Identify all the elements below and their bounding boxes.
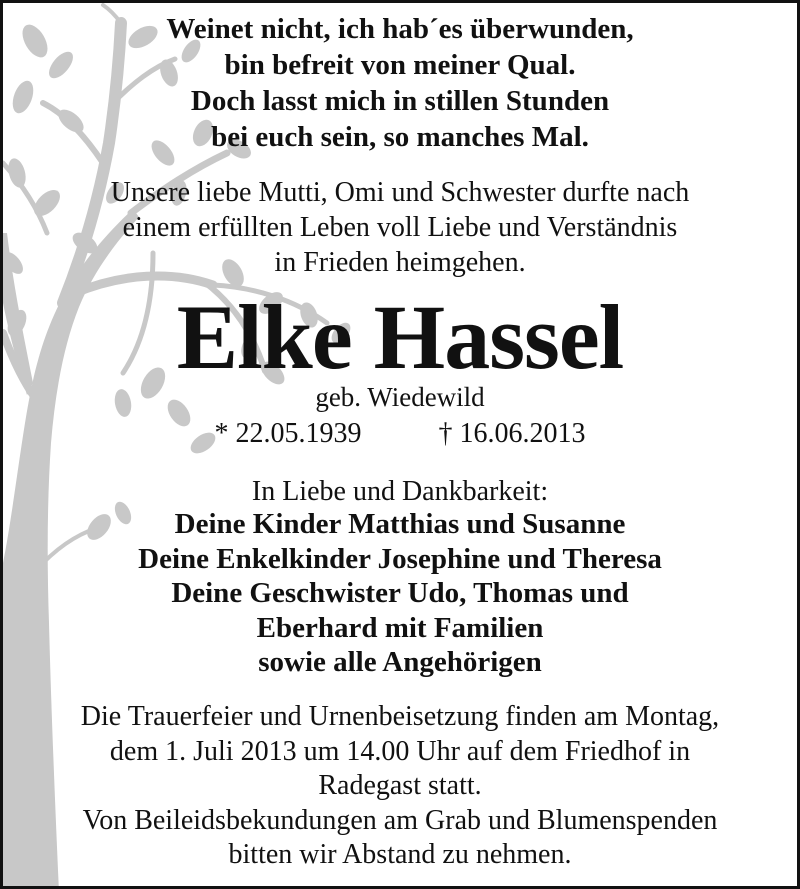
poem <box>3 11 797 155</box>
intro-line: einem erfüllten Leben voll Liebe und Verständnis <box>122 212 678 243</box>
poem-line: Doch lasst mich in stillen Stunden <box>190 85 610 117</box>
mourner-line: sowie alle Angehörigen <box>258 646 542 678</box>
intro-text <box>3 175 797 280</box>
mourner-line: Deine Geschwister Udo, Thomas und <box>171 577 629 609</box>
maiden-name: geb. Wiedewild <box>315 382 485 412</box>
poem-line: bei euch sein, so manches Mal. <box>211 121 589 153</box>
poem-line: Weinet nicht, ich hab´es überwunden, <box>166 13 634 45</box>
thanks-heading: In Liebe und Dankbarkeit: <box>251 476 549 507</box>
service-line: dem 1. Juli 2013 um 14.00 Uhr auf dem Friedhof in <box>109 735 691 767</box>
intro-line: in Frieden heimgehen. <box>274 247 526 278</box>
intro-line: Unsere liebe Mutti, Omi und Schwester durfte nach <box>110 177 690 208</box>
service-line: Radegast statt. <box>318 770 482 801</box>
mourners-list <box>3 507 797 680</box>
death-date: † 16.06.2013 <box>438 418 586 449</box>
mourner-line: Deine Kinder Matthias und Susanne <box>174 508 626 540</box>
service-line: Die Trauerfeier und Urnenbeisetzung finden am Montag, <box>80 701 720 732</box>
service-info <box>3 700 797 873</box>
poem-line: bin befreit von meiner Qual. <box>224 49 576 81</box>
mourner-line: Deine Enkelkinder Josephine und Theresa <box>138 542 662 575</box>
service-line: bitten wir Abstand zu nehmen. <box>228 839 572 870</box>
mourner-line: Eberhard mit Familien <box>256 611 544 644</box>
service-line: Von Beileidsbekundungen am Grab und Blumenspenden <box>82 804 718 836</box>
life-dates <box>3 416 797 452</box>
deceased-name: Elke Hassel <box>176 286 624 388</box>
birth-date: * 22.05.1939 <box>214 418 362 449</box>
